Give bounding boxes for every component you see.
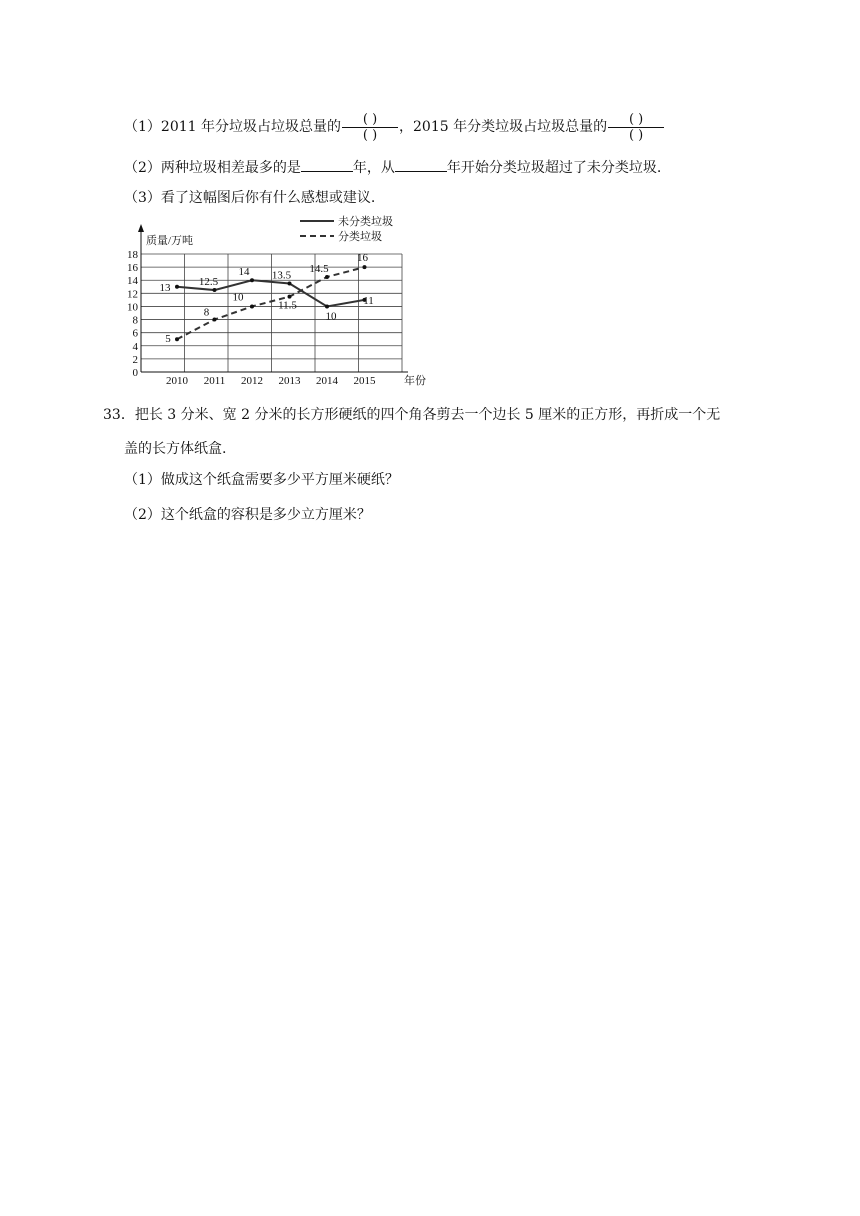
q33-text-line2: 盖的长方体纸盒. — [124, 441, 227, 457]
data-label: 11 — [363, 294, 374, 307]
data-point — [288, 295, 292, 299]
data-label: 16 — [357, 252, 368, 265]
q32-part3 — [124, 188, 375, 208]
data-label: 10 — [232, 291, 244, 304]
x-tick-label: 2011 — [203, 375, 226, 387]
part3-label: （3） — [124, 190, 161, 206]
legend-label: 未分类垃圾 — [338, 216, 393, 228]
part2-label: （2） — [124, 160, 161, 176]
y-axis-title: 质量/万吨 — [146, 235, 194, 247]
fraction-blank-2011[interactable] — [342, 112, 398, 143]
y-tick-label: 18 — [127, 249, 138, 261]
data-point — [213, 318, 217, 322]
q33-sub1 — [124, 470, 399, 490]
y-tick-label: 4 — [132, 340, 138, 353]
q33-number: 33． — [103, 407, 135, 423]
data-label: 12.5 — [198, 276, 219, 289]
data-point — [250, 278, 254, 282]
y-tick-label: 14 — [127, 275, 138, 288]
legend-label: 分类垃圾 — [338, 231, 382, 243]
y-tick-label: 12 — [127, 288, 138, 301]
data-point — [363, 265, 367, 269]
q33-sub2-text: （2）这个纸盒的容积是多少立方厘米？ — [124, 507, 371, 523]
data-label: 11.5 — [278, 299, 297, 312]
y-tick-label: 2 — [132, 353, 138, 366]
q33-sub2 — [124, 505, 371, 525]
data-label: 5 — [165, 333, 171, 346]
x-tick-label: 2013 — [278, 375, 301, 387]
part3-text: 看了这幅图后你有什么感想或建议. — [160, 190, 376, 206]
x-tick-label: 2010 — [166, 375, 188, 387]
part1-label: （1） — [124, 119, 161, 135]
y-tick-label: 10 — [127, 301, 138, 314]
answer-blank-start-year[interactable] — [395, 156, 447, 172]
q33-sub1-text: （1）做成这个纸盒需要多少平方厘米硬纸？ — [124, 472, 399, 488]
x-tick-label: 2014 — [316, 375, 338, 387]
fraction-denominator: ( ) — [362, 127, 378, 143]
y-tick-label: 8 — [132, 314, 138, 327]
data-label: 14.5 — [309, 262, 329, 275]
data-point — [288, 282, 292, 286]
y-tick-label: 0 — [132, 367, 138, 379]
fraction-numerator: ( ) — [628, 111, 644, 127]
q33-line2 — [124, 439, 226, 459]
fraction-blank-2015[interactable] — [608, 112, 664, 143]
data-point — [213, 288, 217, 292]
data-label: 8 — [203, 306, 210, 319]
data-point — [325, 304, 329, 308]
x-axis-title: 年份 — [404, 375, 426, 387]
garbage-line-chart — [120, 212, 432, 388]
fraction-denominator: ( ) — [628, 127, 644, 143]
data-point — [175, 285, 179, 289]
q33-line1 — [103, 405, 720, 425]
fraction-numerator: ( ) — [362, 111, 378, 127]
q32-part2 — [124, 156, 661, 178]
q32-part1 — [124, 107, 665, 147]
part2-text-a: 两种垃圾相差最多的是 — [160, 160, 301, 176]
part1-separator: ， — [399, 119, 414, 135]
x-tick-label: 2012 — [241, 375, 263, 387]
part2-text-b: 年，从 — [352, 160, 395, 176]
y-tick-label: 6 — [132, 327, 138, 340]
data-point — [325, 275, 329, 279]
data-point — [175, 337, 179, 341]
q33-text-line1: 把长 3 分米、宽 2 分米的长方形硬纸的四个角各剪去一个边长 5 厘米的正方形，再折成一个无 — [134, 407, 721, 423]
answer-blank-year[interactable] — [301, 156, 353, 172]
y-axis-arrow — [138, 224, 144, 232]
data-label: 13.5 — [271, 269, 292, 282]
x-tick-label: 2015 — [353, 375, 376, 387]
data-label: 10 — [325, 310, 337, 323]
part1-text-b: 2015 年分类垃圾占垃圾总量的 — [413, 119, 608, 135]
data-point — [250, 304, 254, 308]
y-tick-label: 16 — [127, 262, 138, 275]
part1-text-a: 2011 年分垃圾占垃圾总量的 — [160, 119, 342, 135]
data-label: 14 — [238, 266, 250, 279]
data-label: 13 — [159, 281, 171, 294]
part2-text-c: 年开始分类垃圾超过了未分类垃圾. — [446, 160, 662, 176]
